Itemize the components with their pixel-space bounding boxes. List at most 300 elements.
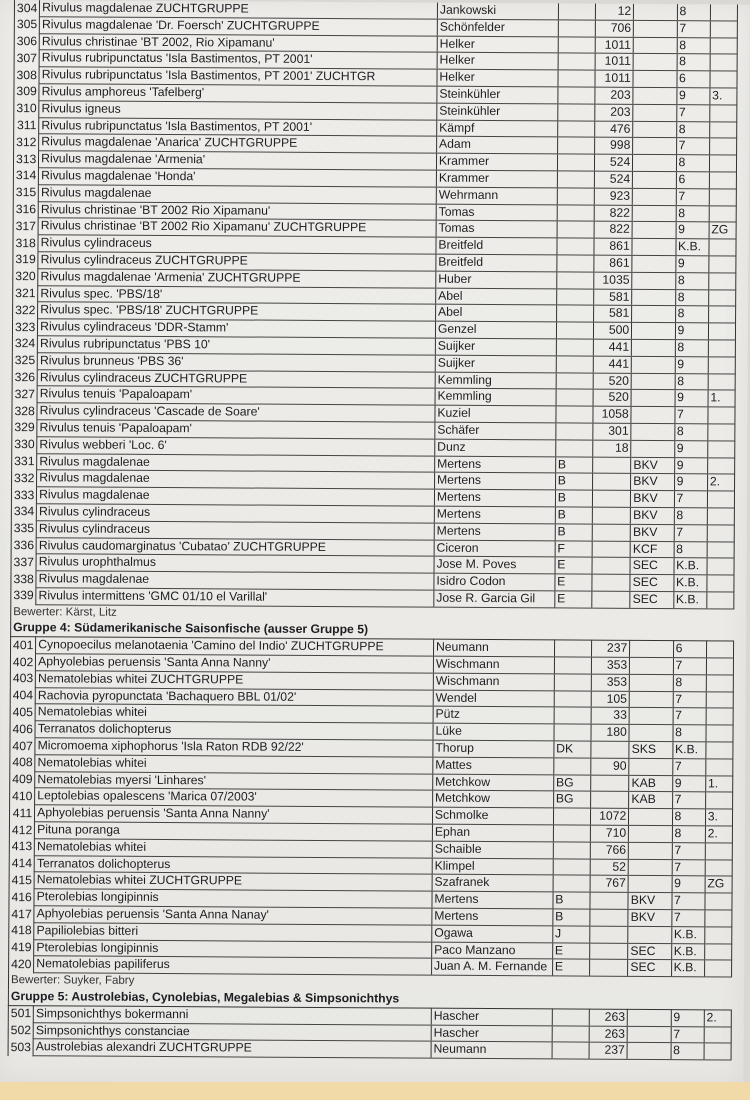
club-points: 1035 (594, 272, 632, 289)
breeder-name: Juan A. M. Fernande (431, 959, 552, 977)
rating: 7 (672, 842, 705, 859)
country-code (554, 640, 591, 657)
entry-number: 321 (13, 285, 38, 302)
entry-number: 416 (9, 889, 34, 906)
breeder-name: Jose R. Garcia Gil (434, 590, 555, 608)
breeder-name: Mertens (432, 908, 553, 926)
club-code: BKV (631, 490, 674, 507)
species-name: Rivulus brunneus 'PBS 36' (37, 352, 435, 371)
entry-number: 337 (11, 554, 36, 571)
rating: 8 (674, 541, 707, 558)
rating: 8 (675, 306, 708, 323)
rating: 7 (676, 138, 709, 155)
country-code (556, 305, 593, 322)
club-points (592, 490, 630, 507)
breeder-name: Wendel (433, 690, 554, 708)
rating: 8 (676, 205, 709, 222)
rating: 8 (674, 508, 707, 525)
country-code (556, 423, 593, 440)
entry-number: 336 (11, 537, 36, 554)
placement (704, 960, 731, 977)
placement (707, 558, 734, 575)
entry-number: 332 (12, 470, 37, 487)
club-points: 822 (594, 205, 632, 222)
country-code (554, 674, 591, 691)
club-points: 476 (595, 121, 633, 138)
country-code (557, 171, 594, 188)
country-code: E (555, 591, 592, 608)
species-name: Austrolebias alexandri ZUCHTGRUPPE (33, 1039, 431, 1058)
country-code (556, 356, 593, 373)
club-code (630, 674, 673, 691)
club-points: 263 (589, 1026, 627, 1043)
placement: 3. (705, 809, 732, 826)
club-points (592, 591, 630, 608)
club-points: 203 (595, 87, 633, 104)
placement (710, 4, 737, 20)
entry-number: 406 (10, 721, 35, 738)
rating: 9 (676, 88, 709, 105)
entry-number: 419 (9, 939, 34, 956)
country-code (556, 288, 593, 305)
species-name: Rivulus cylindraceus (36, 520, 434, 539)
rating: 8 (675, 272, 708, 289)
club-code (627, 1026, 670, 1043)
species-name: Rivulus magdalenae 'Anarica' ZUCHTGRUPPE (39, 134, 437, 153)
placement (709, 138, 736, 155)
entry-number: 314 (13, 168, 38, 185)
breeder-name: Helker (437, 69, 558, 87)
species-name: Rivulus christinae 'BT 2002 Rio Xipamanu' ZUCHTGRUPPE (38, 218, 436, 237)
group-title: Gruppe 5: Austrolebias, Cynolebias, Megalebias & Simpsonichthys (8, 989, 731, 1010)
species-name: Pterolebias longipinnis (34, 889, 432, 908)
country-code (557, 204, 594, 221)
placement (708, 306, 735, 323)
club-code: SEC (628, 943, 671, 960)
club-points: 203 (595, 104, 633, 121)
species-name: Nematolebias whitei ZUCHTGRUPPE (34, 872, 432, 891)
species-name: Rivulus tenuis 'Papaloapam' (37, 420, 435, 439)
club-code: SEC (630, 591, 673, 608)
placement: 1. (705, 775, 732, 792)
rating: 8 (677, 4, 710, 20)
placement (706, 675, 733, 692)
entry-number: 307 (14, 50, 39, 67)
rating: 9 (671, 1009, 704, 1026)
species-name: Rivulus rubripunctatus 'Isla Bastimentos, PT 2001' (39, 50, 437, 69)
breeder-name: Genzel (435, 321, 556, 339)
species-name: Rachovia pyropunctata 'Bachaquero BBL 01/02' (35, 687, 433, 706)
placement (708, 424, 735, 441)
country-code (553, 859, 590, 876)
rating: 8 (672, 826, 705, 843)
breeder-name: Mertens (432, 891, 553, 909)
rating: 8 (675, 373, 708, 390)
club-code (630, 641, 673, 658)
placement: 1. (708, 390, 735, 407)
species-name: Rivulus cylindraceus (36, 504, 434, 523)
rating: 7 (673, 708, 706, 725)
entry-number: 501 (8, 1005, 33, 1022)
placement: 2. (707, 474, 734, 491)
breeder-name: Dunz (435, 439, 556, 457)
species-name: Nematolebias papiliferus (34, 956, 432, 975)
results-table (8, 0, 738, 1061)
club-points (593, 457, 631, 474)
species-name: Rivulus spec. 'PBS/18' ZUCHTGRUPPE (38, 302, 436, 321)
placement (706, 725, 733, 742)
breeder-name: Schäfer (435, 422, 556, 440)
country-code: B (555, 507, 592, 524)
country-code (558, 20, 595, 37)
club-code (633, 155, 676, 172)
placement (709, 273, 736, 290)
placement (709, 256, 736, 273)
placement (705, 910, 732, 927)
entry-number: 328 (12, 403, 37, 420)
species-name: Rivulus magdalenae 'Armenia' (39, 151, 437, 170)
country-code (557, 238, 594, 255)
breeder-name: Steinkühler (437, 103, 558, 121)
breeder-name: Hascher (431, 1025, 552, 1043)
rating: 8 (673, 674, 706, 691)
species-name: Rivulus cylindraceus 'DDR-Stamm' (38, 319, 436, 338)
placement (708, 373, 735, 390)
species-name: Nematolebias whitei (34, 839, 432, 858)
entry-number: 311 (14, 117, 39, 134)
entry-number: 402 (10, 654, 35, 671)
placement (708, 289, 735, 306)
country-code (557, 255, 594, 272)
rating: 7 (672, 792, 705, 809)
entry-number: 420 (9, 956, 34, 973)
rating: 8 (675, 289, 708, 306)
rating: 9 (675, 323, 708, 340)
entry-number: 413 (9, 838, 34, 855)
species-name: Rivulus magdalenae 'Honda' (39, 168, 437, 187)
club-points (590, 909, 628, 926)
club-code (628, 859, 671, 876)
species-name: Terranatos dolichopterus (34, 855, 432, 874)
entry-number: 403 (10, 670, 35, 687)
country-code (553, 825, 590, 842)
rating: 6 (673, 641, 706, 658)
club-points: 263 (589, 1009, 627, 1026)
placement (707, 541, 734, 558)
rating: 7 (677, 20, 710, 37)
country-code (557, 137, 594, 154)
breeder-name: Kemmling (435, 388, 556, 406)
entry-number: 330 (12, 436, 37, 453)
entry-number: 415 (9, 872, 34, 889)
placement (710, 37, 737, 54)
placement (709, 239, 736, 256)
club-code: BKV (631, 474, 674, 491)
entry-number: 305 (14, 16, 39, 33)
club-code (631, 373, 674, 390)
breeder-name: Kämpf (437, 120, 558, 138)
breeder-name: Suijker (435, 355, 556, 373)
club-points: 822 (594, 221, 632, 238)
country-code: B (553, 909, 590, 926)
breeder-name: Helker (437, 36, 558, 54)
rating: 9 (675, 356, 708, 373)
breeder-name: Lüke (433, 723, 554, 741)
club-points (591, 741, 629, 758)
club-points (592, 524, 630, 541)
country-code (553, 842, 590, 859)
placement (705, 843, 732, 860)
country-code: E (552, 959, 589, 976)
rating: 9 (675, 256, 708, 273)
club-code (632, 222, 675, 239)
club-points: 520 (593, 373, 631, 390)
club-points (591, 775, 629, 792)
species-name: Rivulus cylindraceus (38, 235, 436, 254)
entry-number: 339 (11, 587, 36, 604)
entry-number: 329 (12, 420, 37, 437)
club-code: SEC (630, 558, 673, 575)
breeder-name: Tomas (436, 221, 557, 239)
country-code (554, 758, 591, 775)
country-code: BG (553, 775, 590, 792)
country-code (558, 87, 595, 104)
breeder-name: Breitfeld (436, 237, 557, 255)
country-code (554, 724, 591, 741)
species-name: Rivulus magdalenae 'Armenia' ZUCHTGRUPPE (38, 268, 436, 287)
club-points: 237 (591, 640, 629, 657)
breeder-name: Suijker (435, 338, 556, 356)
placement (710, 71, 737, 88)
club-points: 52 (590, 859, 628, 876)
country-code (554, 657, 591, 674)
placement (709, 121, 736, 138)
entry-number: 322 (13, 302, 38, 319)
placement: 3. (710, 88, 737, 105)
entry-number: 316 (13, 201, 38, 218)
placement (707, 457, 734, 474)
species-name: Rivulus magdalenae 'Dr. Foersch' ZUCHTGRUPPE (39, 17, 437, 36)
club-points (592, 541, 630, 558)
breeder-name: Ephan (432, 824, 553, 842)
club-code: BKV (631, 507, 674, 524)
country-code (556, 389, 593, 406)
breeder-name: Wischmann (433, 673, 554, 691)
club-points (590, 943, 628, 960)
club-code (632, 272, 675, 289)
club-code (629, 809, 672, 826)
club-code (628, 926, 671, 943)
rating: K.B. (675, 239, 708, 256)
club-code (629, 725, 672, 742)
species-name: Rivulus igneus (39, 101, 437, 120)
entry-number: 304 (14, 0, 39, 16)
rating: 8 (676, 121, 709, 138)
club-code (633, 121, 676, 138)
placement (707, 575, 734, 592)
breeder-name: Abel (435, 305, 556, 323)
placement: 2. (704, 1010, 731, 1027)
club-points: 301 (593, 423, 631, 440)
club-code (633, 138, 676, 155)
rating: K.B. (671, 926, 704, 943)
entry-number: 335 (11, 520, 36, 537)
breeder-name: Jankowski (437, 3, 558, 20)
placement (706, 742, 733, 759)
breeder-name: Mertens (434, 506, 555, 524)
entry-number: 310 (14, 100, 39, 117)
breeder-name: Jose M. Poves (434, 556, 555, 574)
species-name: Nematolebias whitei ZUCHTGRUPPE (35, 671, 433, 690)
species-name: Simpsonichthys constanciae (33, 1022, 431, 1041)
club-code (632, 205, 675, 222)
entry-number: 418 (9, 922, 34, 939)
rating: 7 (676, 104, 709, 121)
entry-number: 312 (14, 134, 39, 151)
rating: 9 (672, 775, 705, 792)
club-points: 1072 (590, 808, 628, 825)
club-points: 1011 (595, 54, 633, 71)
club-code (627, 1009, 670, 1026)
rating: 7 (674, 524, 707, 541)
club-points: 441 (593, 339, 631, 356)
country-code (558, 53, 595, 70)
rating: 8 (675, 340, 708, 357)
club-points: 767 (590, 876, 628, 893)
placement: ZG (705, 876, 732, 893)
entry-number: 409 (10, 771, 35, 788)
rating: 9 (675, 390, 708, 407)
breeder-name: Mertens (434, 523, 555, 541)
placement (704, 1026, 731, 1043)
club-code: SEC (628, 960, 671, 977)
club-code (632, 323, 675, 340)
rating: 8 (676, 155, 709, 172)
country-code (554, 691, 591, 708)
entry-number: 308 (14, 67, 39, 84)
club-points (592, 574, 630, 591)
country-code (557, 154, 594, 171)
rating: 7 (672, 893, 705, 910)
entry-number: 503 (8, 1039, 33, 1056)
entry-number: 338 (11, 571, 36, 588)
entry-number: 318 (13, 235, 38, 252)
country-code (558, 70, 595, 87)
country-code (555, 440, 592, 457)
country-code (556, 372, 593, 389)
breeder-name: Steinkühler (437, 86, 558, 104)
rating: K.B. (671, 960, 704, 977)
club-points: 18 (593, 440, 631, 457)
rating: 7 (674, 407, 707, 424)
entry-number: 502 (8, 1022, 33, 1039)
species-name: Pterolebias longipinnis (34, 939, 432, 958)
breeder-name: Huber (436, 271, 557, 289)
placement (704, 943, 731, 960)
country-code: E (555, 574, 592, 591)
rating: 8 (677, 37, 710, 54)
placement (708, 323, 735, 340)
breeder-name: Szafranek (432, 875, 553, 893)
country-code (553, 808, 590, 825)
entry-number: 417 (9, 906, 34, 923)
judges-line: Bewerter: Suyker, Fabry (8, 973, 731, 994)
group-title: Gruppe 4: Südamerikanische Saisonfische (ausser Gruppe 5) (11, 621, 734, 642)
club-code (629, 708, 672, 725)
rating: 9 (676, 222, 709, 239)
entry-number: 414 (9, 855, 34, 872)
breeder-name: Ciceron (434, 540, 555, 558)
country-code (558, 3, 595, 20)
species-name: Aphyolebias peruensis 'Santa Anna Nanny' (36, 654, 434, 673)
placement (705, 792, 732, 809)
species-name: Rivulus cylindraceus 'Cascade de Soare' (37, 403, 435, 422)
placement (710, 21, 737, 38)
country-code (557, 120, 594, 137)
species-name: Leptolebias opalescens 'Marica 07/2003' (35, 788, 433, 807)
country-code: B (555, 490, 592, 507)
breeder-name: Tomas (436, 204, 557, 222)
breeder-name: Metchkow (433, 774, 554, 792)
club-points (592, 507, 630, 524)
club-code (634, 4, 677, 21)
entry-number: 405 (10, 704, 35, 721)
club-points: 524 (594, 154, 632, 171)
breeder-name: Metchkow (432, 791, 553, 809)
entry-number: 315 (13, 184, 38, 201)
placement (705, 859, 732, 876)
club-code: KCF (630, 541, 673, 558)
club-points: 1011 (595, 37, 633, 54)
rating: 9 (674, 440, 707, 457)
breeder-name: Klimpel (432, 858, 553, 876)
club-code: BKV (631, 457, 674, 474)
entry-number: 324 (12, 336, 37, 353)
club-points: 923 (594, 188, 632, 205)
entry-number: 327 (12, 386, 37, 403)
placement (709, 155, 736, 172)
species-name: Pituna poranga (35, 822, 433, 841)
placement (708, 357, 735, 374)
breeder-name: Neumann (433, 639, 554, 657)
country-code (557, 221, 594, 238)
desk-surface (0, 1082, 750, 1100)
country-code (552, 1026, 589, 1043)
breeder-name: Schaible (432, 841, 553, 859)
breeder-name: Kemmling (435, 372, 556, 390)
breeder-name: Pütz (433, 707, 554, 725)
breeder-name: Neumann (431, 1042, 552, 1060)
species-name: Papiliolebias bitteri (34, 923, 432, 942)
country-code: E (552, 943, 589, 960)
species-name: Micromoema xiphophorus 'Isla Raton RDB 92/22' (35, 738, 433, 757)
rating: 7 (673, 691, 706, 708)
species-name: Rivulus rubripunctatus 'PBS 10' (38, 336, 436, 355)
rating: 8 (671, 1043, 704, 1060)
club-points: 861 (594, 255, 632, 272)
club-points: 237 (589, 1043, 627, 1060)
placement (704, 1043, 731, 1060)
judges-line: Bewerter: Kärst, Litz (11, 604, 734, 625)
breeder-name: Mattes (433, 757, 554, 775)
placement (707, 525, 734, 542)
rating: 8 (672, 809, 705, 826)
species-name: Rivulus spec. 'PBS/18' (38, 285, 436, 304)
country-code (553, 875, 590, 892)
breeder-name: Breitfeld (436, 254, 557, 272)
club-points: 524 (594, 171, 632, 188)
club-points: 353 (591, 674, 629, 691)
